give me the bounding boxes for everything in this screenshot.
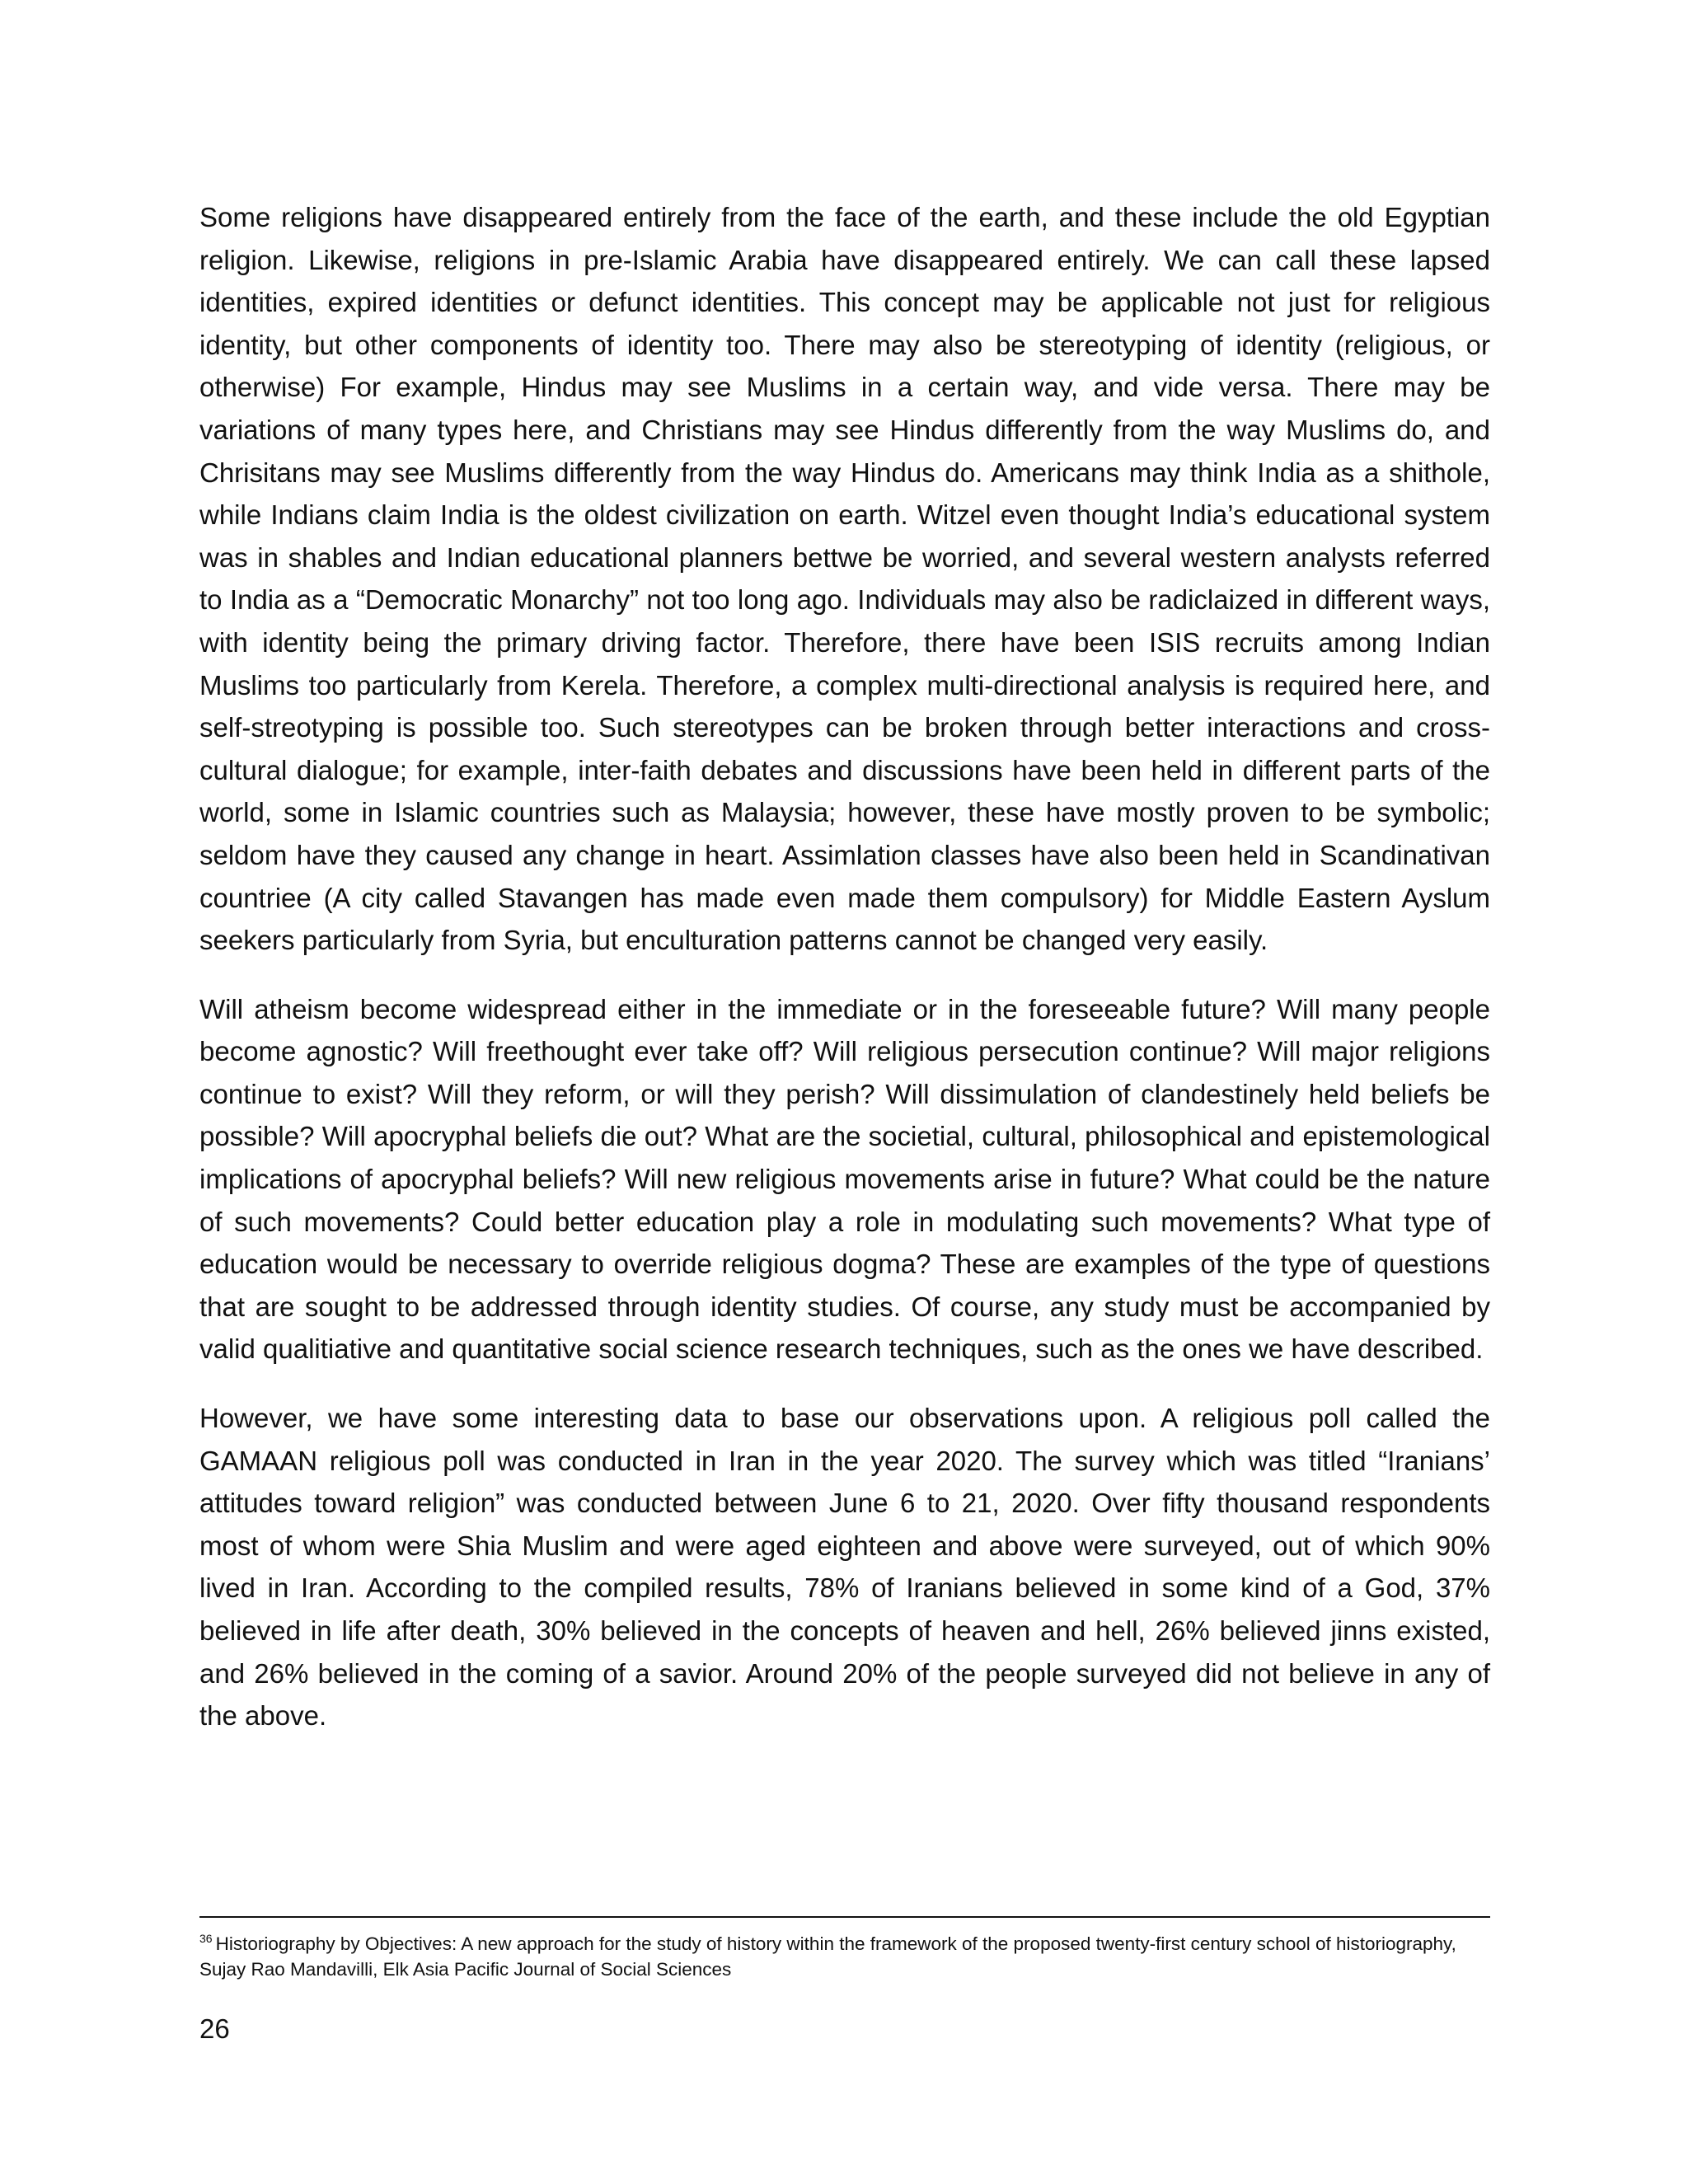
body-text [199, 196, 1490, 1764]
footnote [199, 1931, 1490, 1982]
footnote-divider [199, 1916, 1490, 1918]
footnote-text: Historiography by Objectives: A new approach for the study of history within the framework of the proposed twenty-first century school of historiography, Sujay Rao Mandavilli, Elk Asia Pacific Journal of Social Sciences [199, 1933, 1456, 1980]
paragraph-gamaan-poll: However, we have some interesting data to base our observations upon. A religious poll called the GAMAAN religious poll was conducted in Iran in the year 2020. The survey which was titled “Iranians’ attitudes toward religion” was conducted between June 6 to 21, 2020. Over fifty thousand respondents most of whom were Shia Muslim and were aged eighteen and above were surveyed, out of which 90% lived in Iran. According to the compiled results, 78% of Iranians believed in some kind of a God, 37% believed in life after death, 30% believed in the concepts of heaven and hell, 26% believed jinns existed, and 26% believed in the coming of a savior. Around 20% of the people surveyed did not believe in any of the above. [199, 1403, 1490, 1732]
paragraph-lapsed-identities: Some religions have disappeared entirely from the face of the earth, and these include the old Egyptian religion. Likewise, religions in pre-Islamic Arabia have disappeared entirely. We can call these lapsed identities, expired identities or defunct identities. This concept may be applicable not just for religious identity, but other components of identity too. There may also be stereotyping of identity (religious, or otherwise) For example, Hindus may see Muslims in a certain way, and vide versa. There may be variations of many types here, and Christians may see Hindus differently from the way Muslims do, and Chrisitans may see Muslims differently from the way Hindus do. Americans may think India as a shithole, while Indians claim India is the oldest civilization on earth. Witzel even thought India’s educational system was in shables and Indian educational planners bettwe be worried, and several western analysts referred to India as a “Democratic Monarchy” not too long ago. Individuals may also be radiclaized in different ways, with identity being the primary driving factor. Therefore, there have been ISIS recruits among Indian Muslims too particularly from Kerela. Therefore, a complex multi-directional analysis is required here, and self-streotyping is possible too. Such stereotypes can be broken through better interactions and cross-cultural dialogue; for example, inter-faith debates and discussions have been held in different parts of the world, some in Islamic countries such as Malaysia; however, these have mostly proven to be symbolic; seldom have they caused any change in heart. Assimlation classes have also been held in Scandinativan countriee (A city called Stavangen has made even made them compulsory) for Middle Eastern Ayslum seekers particularly from Syria, but enculturation patterns cannot be changed very easily. [199, 202, 1490, 956]
page-number: 26 [199, 2013, 230, 2044]
footnote-number: 36 [199, 1932, 213, 1945]
paragraph-identity-questions: Will atheism become widespread either in the immediate or in the foreseeable future? Will many people become agnostic? Will freethought ever take off? Will religious persecution continue? Will major religions continue to exist? Will they reform, or will they perish? Will dissimulation of clandestinely held beliefs be possible? Will apocryphal beliefs die out? What are the societial, cultural, philosophical and epistemological implications of apocryphal beliefs? Will new religious movements arise in future? What could be the nature of such movements? Could better education play a role in modulating such movements? What type of education would be necessary to override religious dogma? These are examples of the type of questions that are sought to be addressed through identity studies. Of course, any study must be accompanied by valid qualitiative and quantitative social science research techniques, such as the ones we have described. [199, 993, 1490, 1365]
